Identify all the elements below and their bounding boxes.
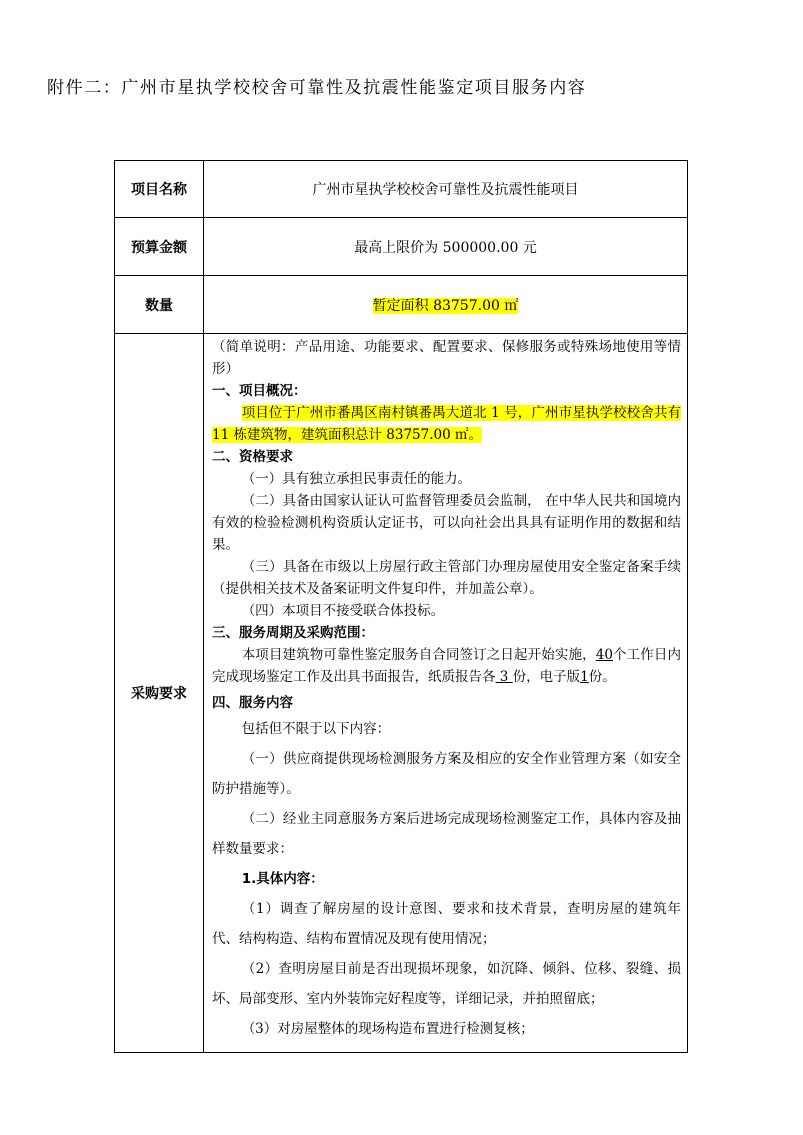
section-3-text-d: 份。 — [588, 669, 616, 685]
quantity-value: 暂定面积 83757.00 ㎡ — [372, 297, 519, 314]
section-3-text-b: 个工作日内完成现场鉴定工作及出具书面报告，纸质报告各 — [212, 647, 682, 685]
row-requirements — [115, 334, 688, 1053]
requirements-intro: （简单说明：产品用途、功能要求、配置要求、保修服务或特殊场地使用等情形） — [212, 339, 681, 377]
section-4-sub-title: 1.具体内容： — [241, 871, 324, 887]
section-1-body-wrap — [212, 402, 681, 446]
section-4-item-1: （一）供应商提供现场检测服务方案及相应的安全作业管理方案（如安全防护措施等）。 — [212, 751, 681, 797]
section-2-title: 二、资格要求 — [212, 449, 293, 465]
project-name-label: 项目名称 — [115, 161, 204, 218]
section-4-item-2: （二）经业主同意服务方案后进场完成现场检测鉴定工作，具体内容及抽样数量要求： — [212, 811, 681, 857]
section-4-point-2: （2）查明房屋目前是否出现损坏现象，如沉降、倾斜、位移、裂缝、损坏、局部变形、室内外装饰完好程度等，详细记录，并拍照留底； — [212, 961, 681, 1007]
section-3-title: 三、服务周期及采购范围： — [212, 625, 374, 641]
section-3-text-a: 本项目建筑物可靠性鉴定服务自合同签订之日起开始实施， — [241, 647, 596, 663]
section-4-title: 四、服务内容 — [212, 695, 293, 711]
project-name-value: 广州市星执学校校舍可靠性及抗震性能项目 — [204, 161, 688, 218]
section-1-body: 项目位于广州市番禺区南村镇番禺大道北 1 号，广州市星执学校校舍共有 11 栋建筑物，建筑面积总计 83757.00 ㎡。 — [212, 405, 681, 443]
section-2-item-3: （三）具备在市级以上房屋行政主管部门办理房屋使用安全鉴定备案手续（提供相关技术及备案证明文件复印件，并加盖公章）。 — [212, 559, 681, 597]
section-4-intro: 包括但不限于以下内容： — [241, 721, 391, 737]
quantity-label: 数量 — [115, 276, 204, 334]
section-3-text-c: 份，电子版 — [512, 669, 581, 685]
electronic-copies: 1 — [580, 669, 589, 685]
row-budget — [115, 218, 688, 276]
page-title: 附件二：广州市星执学校校舍可靠性及抗震性能鉴定项目服务内容 — [47, 78, 587, 98]
section-4-point-3: （3）对房屋整体的现场构造布置进行检测复核； — [241, 1021, 534, 1037]
paper-copies: 3 — [495, 669, 513, 685]
requirements-content — [204, 334, 688, 1053]
section-2-item-4: （四）本项目不接受联合体投标。 — [241, 603, 445, 619]
row-quantity — [115, 276, 688, 334]
budget-value: 最高上限价为 500000.00 元 — [204, 218, 688, 276]
section-3-body — [212, 644, 681, 688]
section-1-title: 一、项目概况： — [212, 383, 307, 399]
requirements-label: 采购要求 — [115, 334, 204, 1053]
row-project-name — [115, 161, 688, 218]
requirements-table — [114, 160, 688, 1053]
budget-label: 预算金额 — [115, 218, 204, 276]
section-4-point-1: （1）调查了解房屋的设计意图、要求和技术背景，查明房屋的建筑年代、结构构造、结构布置情况及现有使用情况； — [212, 901, 681, 947]
service-days: 40 — [595, 647, 613, 663]
section-2-item-2: （二）具备由国家认证认可监督管理委员会监制， 在中华人民共和国境内有效的检验检测机构资质认定证书，可以向社会出具具有证明作用的数据和结果。 — [212, 493, 681, 553]
section-2-item-1: （一）具有独立承担民事责任的能力。 — [241, 471, 472, 487]
quantity-value-cell — [204, 276, 688, 334]
